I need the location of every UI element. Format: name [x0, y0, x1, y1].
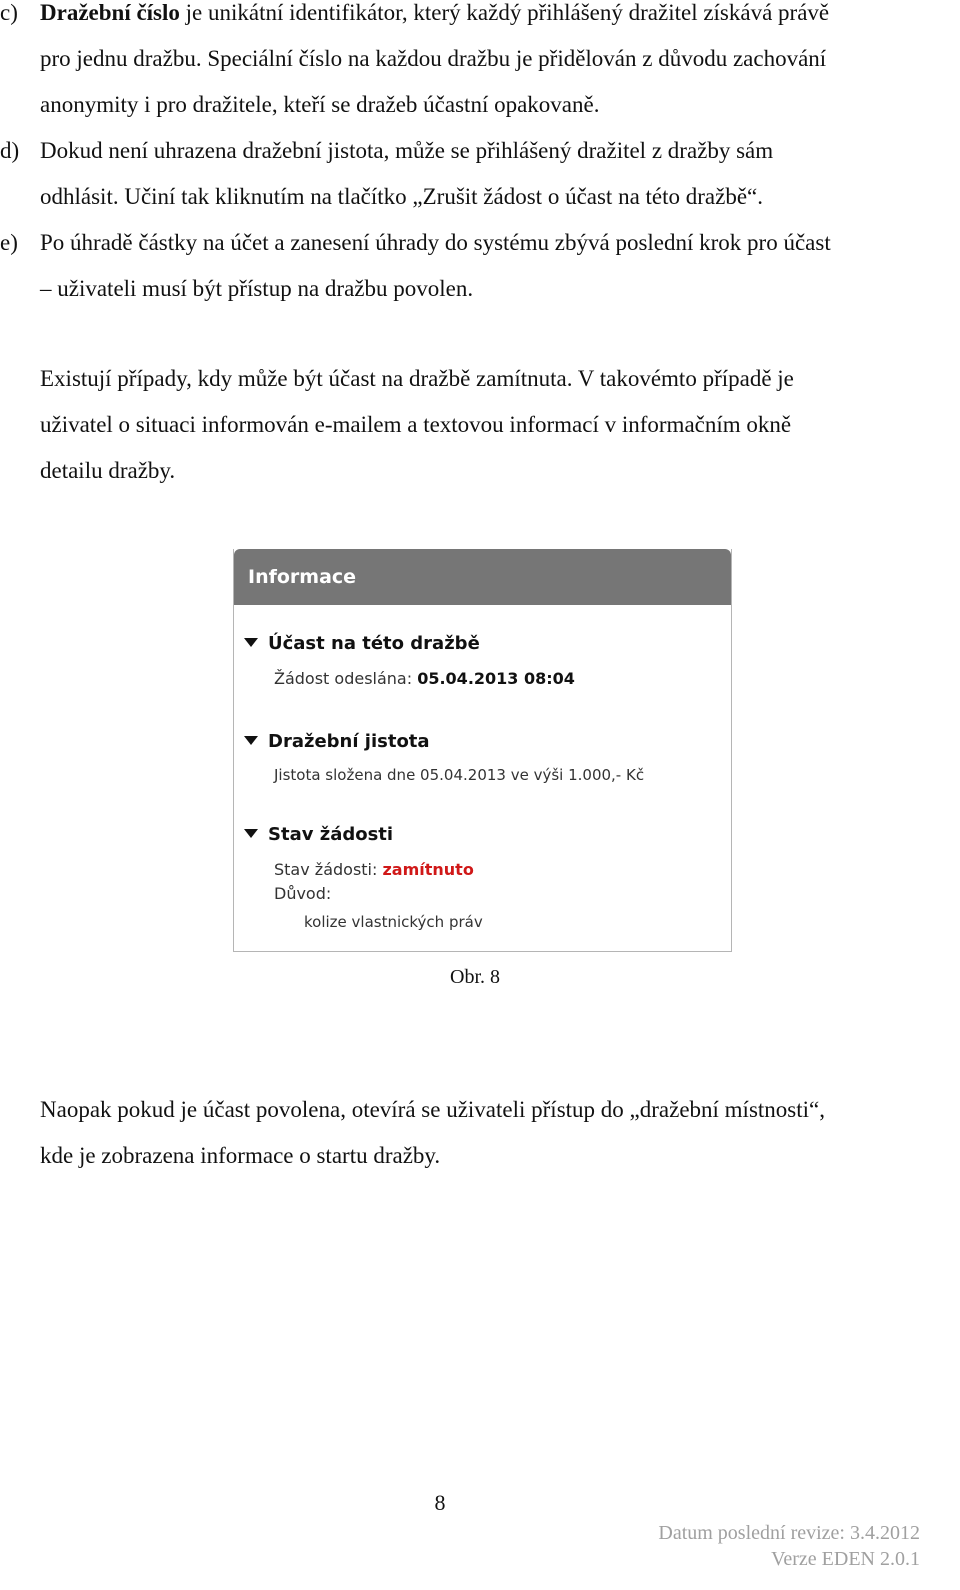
paragraph-rejection: Existují případy, kdy může být účast na dražbě zamítnuta. V takovémto případě je uživatel o situaci informován e-mailem a textovou informací v informačním okně detailu dražby. — [40, 366, 794, 483]
reason-text: kolize vlastnických práv — [304, 913, 483, 931]
reason-label: Důvod: — [274, 884, 332, 903]
section-participation[interactable]: Účast na této dražbě Žádost odeslána: 05.04.2013 08:04 — [244, 631, 721, 691]
text-line: odhlásit. Učiní tak kliknutím na tlačítko „Zrušit žádost o účast na této dražbě“. — [40, 184, 764, 209]
term-drazebni-cislo: Dražební číslo — [40, 0, 180, 25]
page-number: 8 — [434, 1490, 446, 1515]
list-marker: e) — [0, 230, 18, 255]
text-line: Po úhradě částky na účet a zanesení úhrady do systému zbývá poslední krok pro účast — [40, 230, 831, 255]
list-marker: c) — [0, 0, 18, 25]
footer-version: Verze EDEN 2.0.1 — [771, 1548, 920, 1570]
triangle-down-icon[interactable] — [244, 829, 258, 838]
text-line: – uživateli musí být přístup na dražbu povolen. — [40, 276, 474, 301]
section-deposit[interactable]: Dražební jistota Jistota složena dne 05.04.2013 ve výši 1.000,- Kč — [244, 729, 721, 787]
panel-title: Informace — [234, 549, 731, 605]
info-panel — [233, 549, 732, 952]
footer-revision-date: Datum poslední revize: 3.4.2012 — [658, 1522, 920, 1544]
status-value: zamítnuto — [382, 860, 474, 879]
triangle-down-icon[interactable] — [244, 638, 258, 647]
footer — [658, 1520, 920, 1572]
figure-caption: Obr. 8 — [450, 966, 500, 988]
request-sent-date: 05.04.2013 08:04 — [417, 669, 575, 688]
text-line: Dokud není uhrazena dražební jistota, může se přihlášený dražitel z dražby sám — [40, 138, 774, 163]
deposit-text: Jistota složena dne 05.04.2013 ve výši 1.000,- Kč — [274, 766, 645, 784]
section-request-status[interactable]: Stav žádosti Stav žádosti: zamítnuto Důvod: kolize vlastnických práv — [244, 822, 721, 934]
text-line: anonymity i pro dražitele, kteří se dražeb účastní opakovaně. — [40, 92, 600, 117]
paragraph-approved: Naopak pokud je účast povolena, otevírá se uživateli přístup do „dražební místnosti“, kde je zobrazena informace o startu dražby. — [40, 1097, 825, 1168]
triangle-down-icon[interactable] — [244, 736, 258, 745]
text-line: pro jednu dražbu. Speciální číslo na každou dražbu je přidělován z důvodu zachování — [40, 46, 827, 71]
list-marker: d) — [0, 138, 20, 163]
